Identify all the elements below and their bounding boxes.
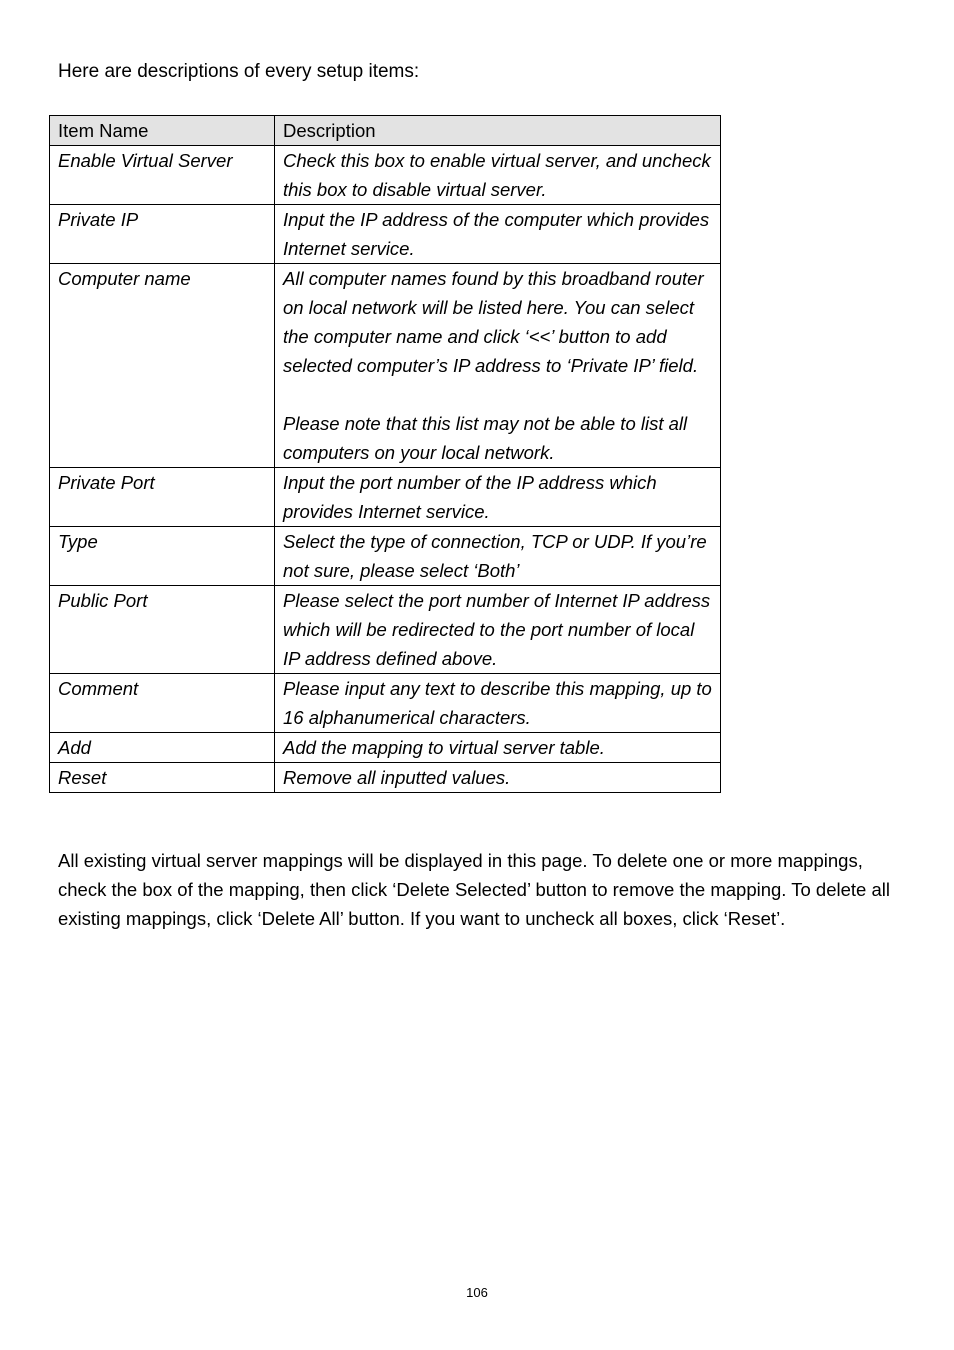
description-text: Add the mapping to virtual server table. bbox=[283, 737, 605, 758]
item-name: Public Port bbox=[50, 586, 275, 674]
table-row bbox=[50, 468, 721, 527]
description-text: Input the port number of the IP address which provides Internet service. bbox=[283, 472, 657, 522]
header-item-name: Item Name bbox=[50, 116, 275, 146]
description-note: Please note that this list may not be able to list all computers on your local network. bbox=[283, 413, 688, 463]
item-description bbox=[275, 205, 721, 264]
description-text: Check this box to enable virtual server, and uncheck this box to disable virtual server. bbox=[283, 150, 711, 200]
item-name: Private IP bbox=[50, 205, 275, 264]
item-description bbox=[275, 264, 721, 468]
table-row bbox=[50, 733, 721, 763]
table-row bbox=[50, 763, 721, 793]
setup-items-table bbox=[49, 115, 721, 793]
table-row bbox=[50, 146, 721, 205]
item-name: Private Port bbox=[50, 468, 275, 527]
table-row bbox=[50, 205, 721, 264]
item-description bbox=[275, 468, 721, 527]
description-text: Input the IP address of the computer which provides Internet service. bbox=[283, 209, 710, 259]
description-text: Select the type of connection, TCP or UDP. If you’re not sure, please select ‘Both’ bbox=[283, 531, 707, 581]
header-description: Description bbox=[275, 116, 721, 146]
outro-paragraph: All existing virtual server mappings will be displayed in this page. To delete one or more mappings, check the box of the mapping, then click ‘Delete Selected’ button to remove the mapping. To delete all existing mappings, click ‘Delete All’ button. If you want to uncheck all boxes, click ‘Reset’. bbox=[58, 850, 890, 929]
item-description bbox=[275, 527, 721, 586]
table-row bbox=[50, 264, 721, 468]
description-text: Please select the port number of Internet IP address which will be redirected to the port number of local IP address defined above. bbox=[283, 590, 711, 669]
item-description bbox=[275, 146, 721, 205]
item-name: Comment bbox=[50, 674, 275, 733]
item-name: Add bbox=[50, 733, 275, 763]
table-row bbox=[50, 586, 721, 674]
item-name: Enable Virtual Server bbox=[50, 146, 275, 205]
description-text: Remove all inputted values. bbox=[283, 767, 511, 788]
table-row bbox=[50, 527, 721, 586]
item-name: Reset bbox=[50, 763, 275, 793]
page-number: 106 bbox=[466, 1285, 488, 1300]
description-text: Please input any text to describe this mapping, up to 16 alphanumerical characters. bbox=[283, 678, 712, 728]
intro-text: Here are descriptions of every setup items: bbox=[58, 61, 420, 82]
table-row bbox=[50, 674, 721, 733]
item-description bbox=[275, 763, 721, 793]
item-description bbox=[275, 674, 721, 733]
description-text: All computer names found by this broadband router on local network will be listed here. You can select the computer name and click ‘<<’ button to add selected computer’s IP address to ‘Private IP’ field. bbox=[283, 268, 704, 376]
item-name: Type bbox=[50, 527, 275, 586]
table-header-row bbox=[50, 116, 721, 146]
item-name: Computer name bbox=[50, 264, 275, 468]
item-description bbox=[275, 733, 721, 763]
item-description bbox=[275, 586, 721, 674]
